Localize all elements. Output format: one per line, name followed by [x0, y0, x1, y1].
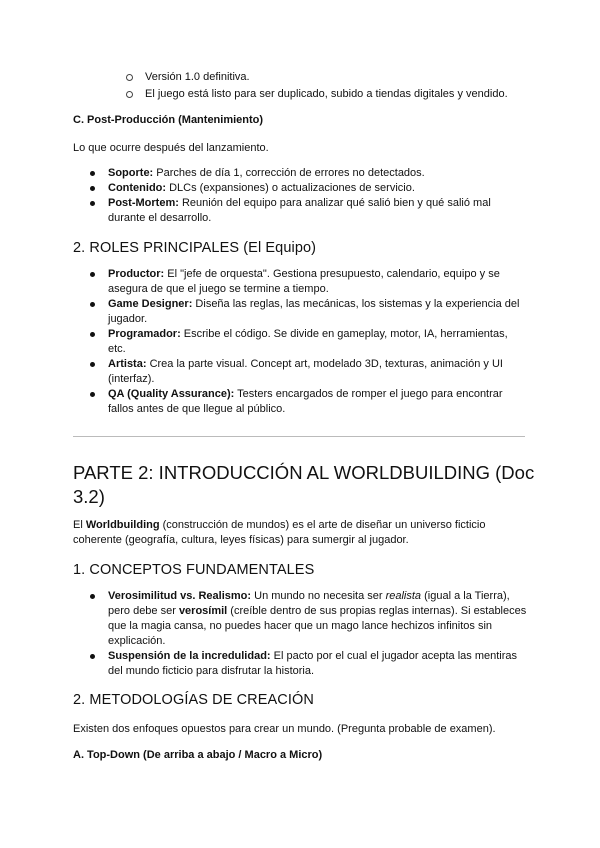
- section-divider: [73, 436, 525, 437]
- list-item: Contenido: DLCs (expansiones) o actualizaciones de servicio.: [0, 181, 600, 196]
- worldbuilding-intro: El Worldbuilding (construcción de mundos) es el arte de diseñar un universo ficticio coherente (geografía, cultura, leyes físicas) para sumergir al jugador.: [73, 519, 486, 546]
- bullet-icon: [90, 186, 95, 191]
- list-item: Post-Mortem: Reunión del equipo para analizar qué salió bien y qué salió mal durante el desarrollo.: [0, 196, 600, 226]
- metodologias-heading: 2. METODOLOGÍAS DE CREACIÓN: [73, 692, 314, 708]
- post-produccion-heading: C. Post-Producción (Mantenimiento): [73, 114, 264, 126]
- list-item: Soporte: Parches de día 1, corrección de errores no detectados.: [0, 166, 600, 181]
- bullet-icon: [90, 594, 95, 599]
- metodologias-intro: Existen dos enfoques opuestos para crear un mundo. (Pregunta probable de examen).: [73, 723, 496, 735]
- post-produccion-list: [0, 166, 600, 226]
- bullet-icon: [90, 392, 95, 397]
- bullet-icon: [90, 332, 95, 337]
- conceptos-heading: 1. CONCEPTOS FUNDAMENTALES: [73, 562, 315, 578]
- list-item: QA (Quality Assurance): Testers encargados de romper el juego para encontrar fallos antes de que llegue al público.: [0, 387, 600, 417]
- circle-bullet-icon: [126, 91, 133, 98]
- list-item: Suspensión de la incredulidad: El pacto por el cual el jugador acepta las mentiras del mundo ficticio para disfrutar la historia.: [0, 649, 600, 679]
- bullet-icon: [90, 302, 95, 307]
- list-item: Versión 1.0 definitiva.: [0, 69, 600, 86]
- roles-list: [0, 267, 600, 417]
- list-item: Programador: Escribe el código. Se divide en gameplay, motor, IA, herramientas, etc.: [0, 327, 600, 357]
- list-item: Verosimilitud vs. Realismo: Un mundo no necesita ser realista (igual a la Tierra), pero debe ser verosímil (creíble dentro de sus propias reglas internas). Si estableces que la magia cansa, no puedes hacer que un mago lance hechizos infinitos sin explicación.: [0, 589, 600, 649]
- top-down-heading: A. Top-Down (De arriba a abajo / Macro a Micro): [73, 749, 323, 761]
- post-produccion-intro: Lo que ocurre después del lanzamiento.: [73, 142, 269, 154]
- bullet-icon: [90, 201, 95, 206]
- bullet-icon: [90, 654, 95, 659]
- bullet-icon: [90, 171, 95, 176]
- conceptos-list: [0, 589, 600, 679]
- list-item: Productor: El "jefe de orquesta". Gestiona presupuesto, calendario, equipo y se asegura de que el juego se termine a tiempo.: [0, 267, 600, 297]
- circle-bullet-icon: [126, 74, 133, 81]
- roles-heading: 2. ROLES PRINCIPALES (El Equipo): [73, 240, 317, 256]
- bullet-icon: [90, 272, 95, 277]
- list-item: Artista: Crea la parte visual. Concept art, modelado 3D, texturas, animación y UI (interfaz).: [0, 357, 600, 387]
- bullet-icon: [90, 362, 95, 367]
- parte-2-title: PARTE 2: INTRODUCCIÓN AL WORLDBUILDING (Doc 3.2): [73, 462, 535, 507]
- list-item: El juego está listo para ser duplicado, subido a tiendas digitales y vendido.: [0, 86, 600, 103]
- version-list: [0, 69, 600, 103]
- list-item: Game Designer: Diseña las reglas, las mecánicas, los sistemas y la experiencia del jugador.: [0, 297, 600, 327]
